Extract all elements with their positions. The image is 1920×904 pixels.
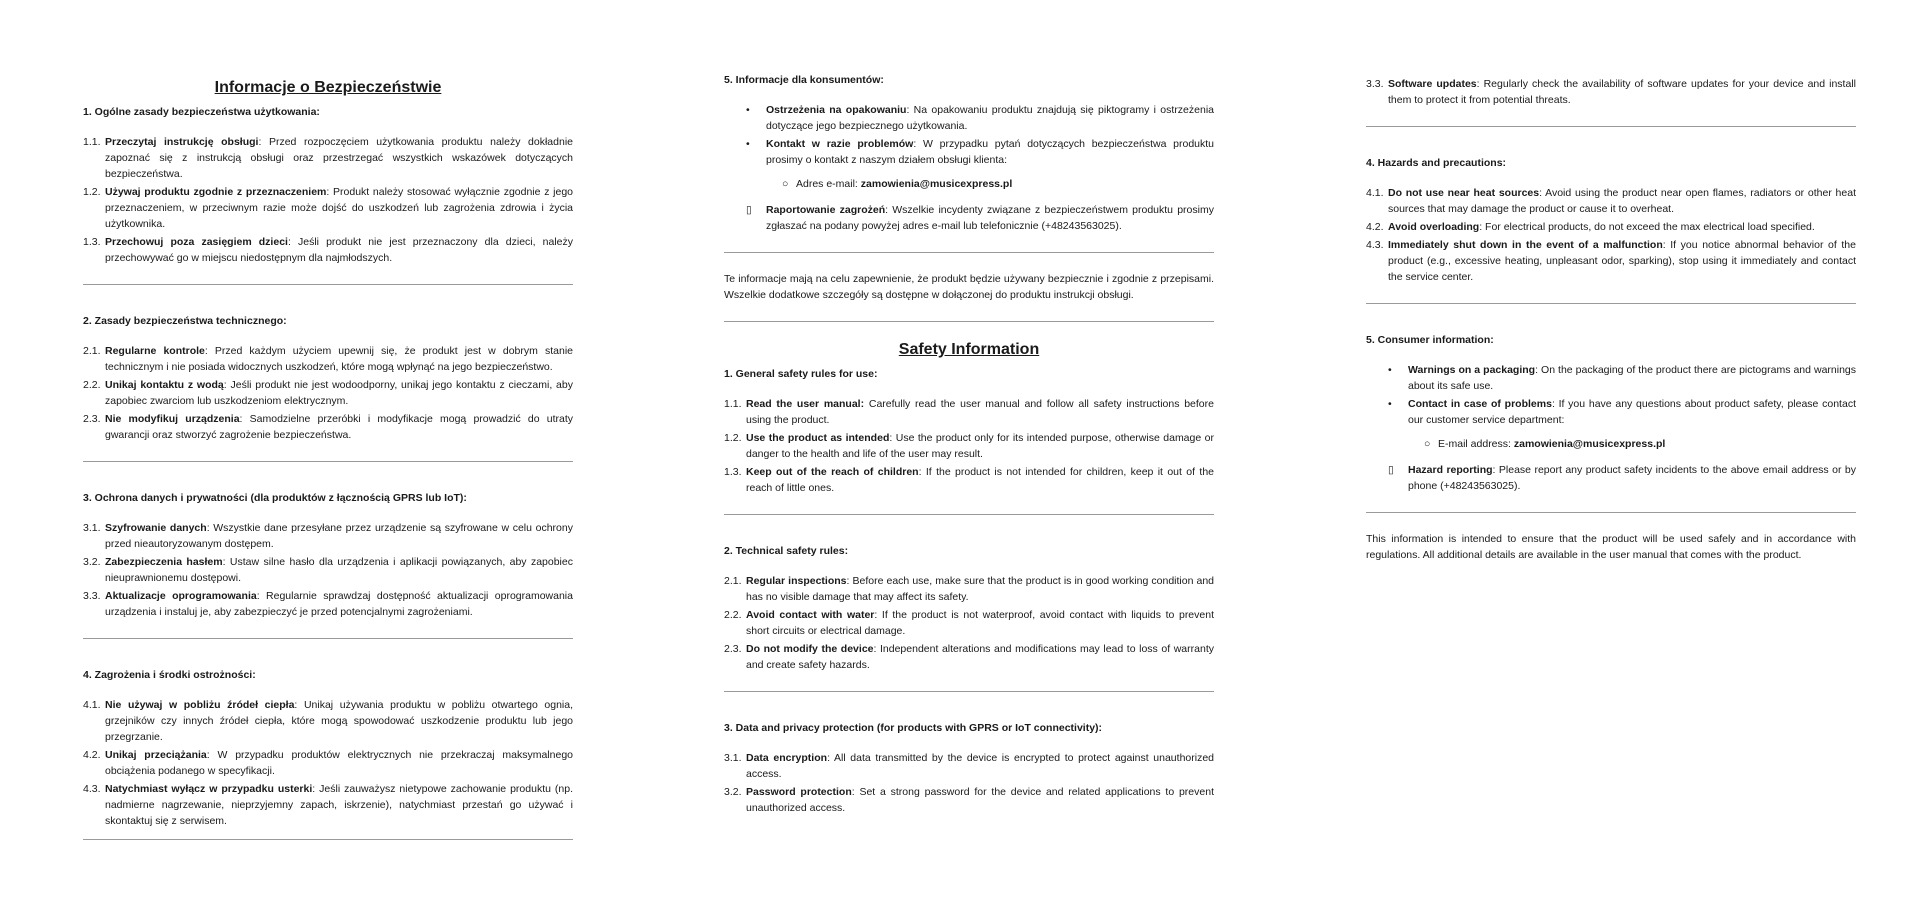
- list-item: 3.2. Zabezpieczenia hasłem: Ustaw silne hasło dla urządzenia i aplikacji powiązanych, aby zapobiec nieuprawnionemu dostępowi.: [83, 556, 573, 584]
- hazard-report-pl: ▯ Raportowanie zagrożeń: Wszelkie incydenty związane z bezpieczeństwem produktu prosimy zgłaszać na podany powyżej adres e-mail lub telefonicznie (+48243563025).: [746, 204, 1214, 232]
- column-middle: [724, 72, 1214, 818]
- list-item: • Warnings on a packaging: On the packaging of the product there are pictograms and warnings about its safe use.: [1388, 364, 1857, 392]
- section-heading-en-4: 4. Hazards and precautions:: [1366, 157, 1507, 169]
- list-en-3-cont: [1366, 76, 1856, 108]
- list-item: 2.2. Unikaj kontaktu z wodą: Jeśli produkt nie jest wodoodporny, unikaj jego kontaktu z cieczami, aby zapobiec zwarciom lub uszkodzeniom elektrycznym.: [83, 379, 573, 407]
- list-item: • Kontakt w razie problemów: W przypadku pytań dotyczących bezpieczeństwa produktu prosimy o kontakt z naszym działem obsługi klienta:: [746, 138, 1215, 166]
- divider: [83, 638, 573, 639]
- divider: [83, 461, 573, 462]
- page-title-en: Safety Information: [898, 341, 1040, 358]
- closing-note-pl: Te informacje mają na celu zapewnienie, że produkt będzie używany bezpiecznie i zgodnie z przepisami. Wszelkie dodatkowe szczegóły są dostępne w dołączonej do produktu instrukcji obsługi.: [724, 273, 1214, 301]
- divider: [1366, 126, 1856, 127]
- list-item: 1.3. Przechowuj poza zasięgiem dzieci: Jeśli produkt nie jest przeznaczony dla dzieci, należy przechowywać go w miejscu niedostępnym dla najmłodszych.: [83, 236, 573, 264]
- list-item: 4.2. Unikaj przeciążania: W przypadku produktów elektrycznych nie przekraczaj maksymalnego obciążenia podanego w specyfikacji.: [83, 749, 573, 777]
- list-en-1: [724, 396, 1214, 496]
- list-item: 3.1. Szyfrowanie danych: Wszystkie dane przesyłane przez urządzenie są szyfrowane w celu ochrony przed nieautoryzowanym dostępem.: [83, 522, 573, 550]
- email-line-en: ○ E-mail address: zamowienia@musicexpress.pl: [1424, 438, 1666, 450]
- email-link[interactable]: zamowienia@musicexpress.pl: [1513, 438, 1666, 450]
- list-item: 4.2. Avoid overloading: For electrical products, do not exceed the max electrical load specified.: [1366, 221, 1815, 233]
- list-item: • Ostrzeżenia na opakowaniu: Na opakowaniu produktu znajdują się piktogramy i ostrzeżenia dotyczące jego bezpiecznego użytkowania.: [746, 104, 1215, 132]
- section-heading-en-2: 2. Technical safety rules:: [724, 545, 849, 557]
- list-item: 3.2. Password protection: Set a strong password for the device and related applications to prevent unauthorized access.: [724, 786, 1214, 814]
- list-item: 2.1. Regularne kontrole: Przed każdym użyciem upewnij się, że produkt jest w dobrym stanie technicznym i nie posiada widocznych uszkodzeń, które mogą wpłynąć na jego bezpieczeństwo.: [83, 345, 573, 373]
- list-item: 4.3. Immediately shut down in the event of a malfunction: If you notice abnormal behavior of the product (e.g., excessive heating, unpleasant odor, sparking), stop using it immediately and contact the service center.: [1366, 239, 1856, 283]
- list-en-4: [1366, 185, 1856, 285]
- divider: [724, 321, 1214, 322]
- list-item: 3.3. Aktualizacje oprogramowania: Regularnie sprawdzaj dostępność aktualizacji oprogramowania urządzenia i instaluj je, aby zabezpieczyć je przed potencjalnymi zagrożeniami.: [83, 590, 573, 618]
- list-pl-3: [83, 520, 573, 620]
- hazard-report-en: ▯ Hazard reporting: Please report any product safety incidents to the above email address or by phone (+48243563025).: [1388, 464, 1856, 492]
- list-item: 1.1. Read the user manual: Carefully read the user manual and follow all safety instructions before using the product.: [724, 398, 1214, 426]
- checkbox-icon: ▯: [1388, 464, 1394, 476]
- section-heading-pl-1: 1. Ogólne zasady bezpieczeństwa użytkowania:: [83, 106, 320, 118]
- list-item: 3.3. Software updates: Regularly check the availability of software updates for your device and install them to protect it from potential threats.: [1366, 78, 1856, 106]
- list-pl-4: [83, 697, 573, 829]
- section-heading-pl-2: 2. Zasady bezpieczeństwa technicznego:: [83, 315, 287, 327]
- list-pl-5: [724, 102, 1214, 168]
- list-item: 1.2. Use the product as intended: Use the product only for its intended purpose, otherwise damage or danger to the health and life of the user may result.: [724, 432, 1214, 460]
- list-en-2: [724, 573, 1214, 673]
- section-heading-en-3: 3. Data and privacy protection (for products with GPRS or IoT connectivity):: [724, 722, 1103, 734]
- list-item: 2.2. Avoid contact with water: If the product is not waterproof, avoid contact with liquids to prevent short circuits or electrical damage.: [724, 609, 1214, 637]
- list-item: 4.1. Do not use near heat sources: Avoid using the product near open flames, radiators or other heat sources that may damage the product or cause it to overheat.: [1366, 187, 1856, 215]
- column-english: [1366, 76, 1856, 563]
- divider: [83, 284, 573, 285]
- divider: [1366, 303, 1856, 304]
- list-item: 4.1. Nie używaj w pobliżu źródeł ciepła: Unikaj używania produktu w pobliżu otwartego ognia, grzejników czy innych źródeł ciepła, które mogą spowodować uszkodzenie produktu lub jego przegrzanie.: [83, 699, 573, 743]
- closing-note-en: This information is intended to ensure that the product will be used safely and in accordance with regulations. All additional details are available in the user manual that comes with the product.: [1366, 533, 1856, 561]
- list-item: 4.3. Natychmiast wyłącz w przypadku usterki: Jeśli zauważysz nietypowe zachowanie produktu (np. nadmierne nagrzewanie, nieprzyjemny zapach, iskrzenie), natychmiast przestań go używać i skontaktuj się z serwisem.: [83, 783, 574, 827]
- list-item: 1.2. Używaj produktu zgodnie z przeznaczeniem: Produkt należy stosować wyłącznie zgodnie z jego przeznaczeniem, w przeciwnym razie może dojść do uszkodzeń lub zagrożenia zdrowia i życia użytkownika.: [83, 186, 574, 230]
- divider: [724, 691, 1214, 692]
- divider: [724, 252, 1214, 253]
- divider: [1366, 512, 1856, 513]
- section-heading-pl-4: 4. Zagrożenia i środki ostrożności:: [83, 669, 256, 681]
- page-title-pl: Informacje o Bezpieczeństwie: [214, 79, 442, 96]
- list-item: 2.3. Nie modyfikuj urządzenia: Samodzielne przeróbki i modyfikacje mogą prowadzić do utraty gwarancji oraz stworzyć zagrożenie bezpieczeństwa.: [83, 413, 573, 441]
- list-item: 2.1. Regular inspections: Before each use, make sure that the product is in good working condition and has no visible damage that may affect its safety.: [724, 575, 1215, 603]
- column-polish: [83, 72, 573, 868]
- list-item: 3.1. Data encryption: All data transmitted by the device is encrypted to protect against unauthorized access.: [724, 752, 1215, 780]
- list-pl-1: [83, 134, 573, 266]
- section-heading-pl-3: 3. Ochrona danych i prywatności (dla produktów z łącznością GPRS lub IoT):: [83, 492, 467, 504]
- section-heading-en-1: 1. General safety rules for use:: [724, 368, 878, 380]
- list-item: • Contact in case of problems: If you have any questions about product safety, please contact our customer service department:: [1388, 398, 1856, 426]
- divider: [724, 514, 1214, 515]
- list-item: 1.3. Keep out of the reach of children: If the product is not intended for children, keep it out of the reach of little ones.: [724, 466, 1215, 494]
- list-item: 1.1. Przeczytaj instrukcję obsługi: Przed rozpoczęciem użytkowania produktu należy dokładnie zapoznać się z instrukcją obsługi oraz przestrzegać wszystkich wskazówek dotyczących bezpieczeństwa.: [83, 136, 573, 180]
- list-en-5: [1366, 362, 1856, 428]
- section-heading-pl-5: 5. Informacje dla konsumentów:: [724, 74, 884, 86]
- list-en-3: [724, 750, 1214, 816]
- section-heading-en-5: 5. Consumer information:: [1366, 334, 1494, 346]
- list-item: 2.3. Do not modify the device: Independent alterations and modifications may lead to loss of warranty and create safety hazards.: [724, 643, 1214, 671]
- list-pl-2: [83, 343, 573, 443]
- email-link[interactable]: zamowienia@musicexpress.pl: [860, 178, 1013, 190]
- divider: [83, 839, 573, 840]
- email-line-pl: ○ Adres e-mail: zamowienia@musicexpress.pl: [782, 178, 1013, 190]
- checkbox-icon: ▯: [746, 204, 752, 216]
